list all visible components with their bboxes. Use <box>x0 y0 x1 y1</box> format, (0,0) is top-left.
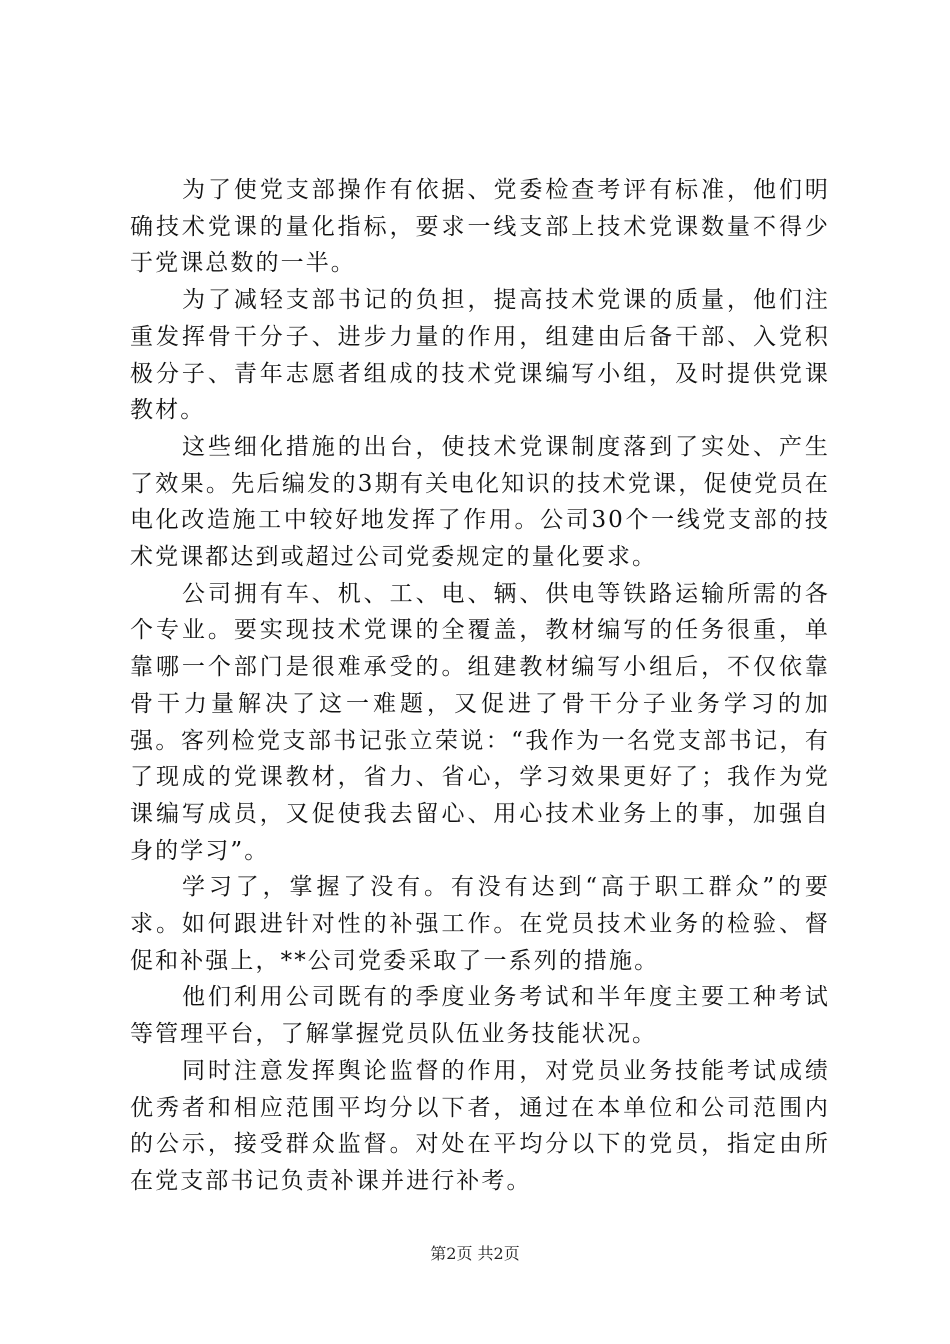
paragraph: 公司拥有车、机、工、电、辆、供电等铁路运输所需的各个专业。要实现技术党课的全覆盖，教材编写的任务很重，单靠哪一个部门是很难承受的。组建教材编写小组后，不仅依靠骨干力量解决了这一难题，又促进了骨干分子业务学习的加强。客列检党支部书记张立荣说：“我作为一名党支部书记，有了现成的党课教材，省力、省心，学习效果更好了；我作为党课编写成员，又促使我去留心、用心技术业务上的事，加强自身的学习”。 <box>130 580 830 864</box>
paragraph: 学习了，掌握了没有。有没有达到“高于职工群众”的要求。如何跟进针对性的补强工作。在党员技术业务的检验、督促和补强上，**公司党委采取了一系列的措施。 <box>130 874 830 974</box>
paragraph: 这些细化措施的出台，使技术党课制度落到了实处、产生了效果。先后编发的3期有关电化知识的技术党课，促使党员在电化改造施工中较好地发挥了作用。公司30个一线党支部的技术党课都达到或超过公司党委规定的量化要求。 <box>130 433 830 571</box>
page-number-footer: 第2页 共2页 <box>430 1244 520 1263</box>
document-body <box>130 172 830 1200</box>
paragraph: 他们利用公司既有的季度业务考试和半年度主要工种考试等管理平台，了解掌握党员队伍业务技能状况。 <box>130 984 830 1048</box>
paragraph: 同时注意发挥舆论监督的作用，对党员业务技能考试成绩优秀者和相应范围平均分以下者，通过在本单位和公司范围内的公示，接受群众监督。对处在平均分以下的党员，指定由所在党支部书记负责补课并进行补考。 <box>130 1057 830 1194</box>
paragraph: 为了使党支部操作有依据、党委检查考评有标准，他们明确技术党课的量化指标，要求一线支部上技术党课数量不得少于党课总数的一半。 <box>130 177 830 277</box>
paragraph: 为了减轻支部书记的负担，提高技术党课的质量，他们注重发挥骨干分子、进步力量的作用，组建由后备干部、入党积极分子、青年志愿者组成的技术党课编写小组，及时提供党课教材。 <box>130 287 830 424</box>
